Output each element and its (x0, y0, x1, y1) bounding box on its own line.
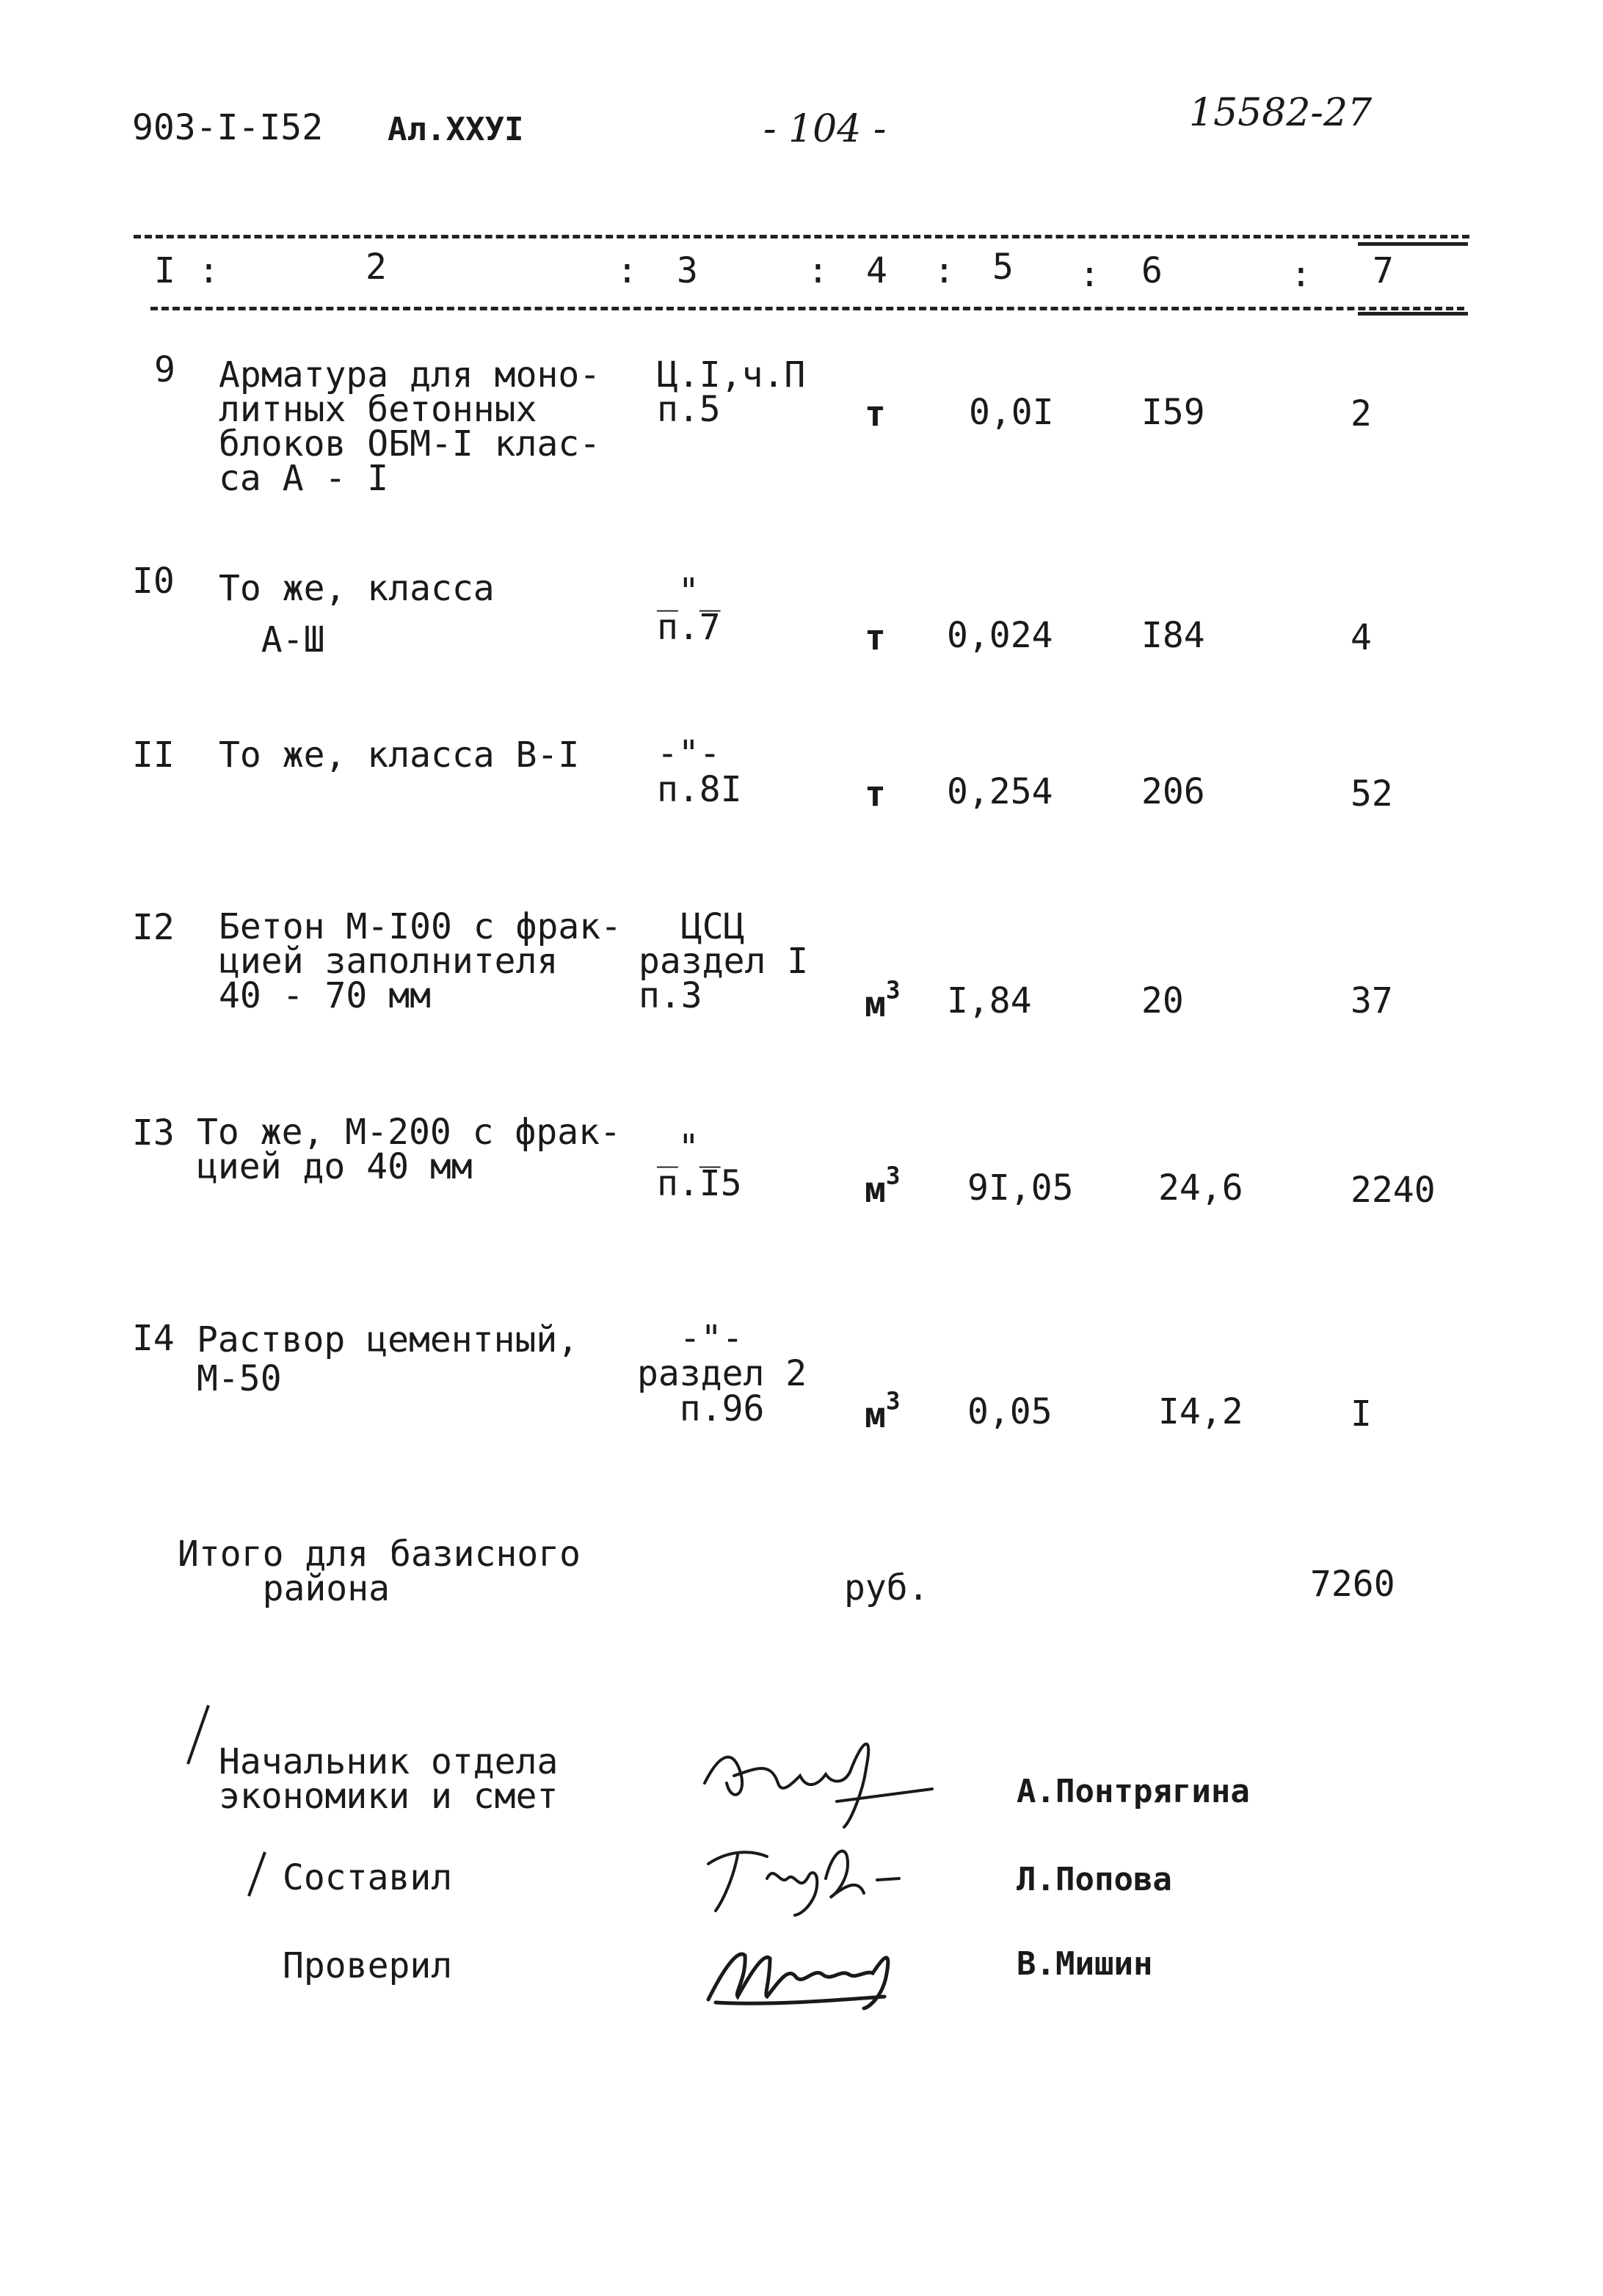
header-rule-bottom (150, 307, 1464, 310)
signatory-name: Л.Попова (1017, 1861, 1172, 1898)
quantity: I,84 (947, 980, 1032, 1021)
material-name: То же, класса А-Ш (219, 568, 495, 660)
signatory-title: Проверил (283, 1945, 453, 1986)
row-total: 2240 (1351, 1170, 1436, 1211)
header-rule-top (134, 235, 1469, 238)
col-header-6: 6 (1141, 250, 1163, 291)
price-reference: -"- раздел 2 п.96 (637, 1318, 807, 1429)
row-number: I3 (132, 1112, 175, 1154)
unit: т (865, 393, 886, 434)
summary-total: 7260 (1310, 1564, 1395, 1605)
album-number: Ал.XXУI (388, 111, 524, 148)
tick-mark (246, 1849, 268, 1900)
price-reference: _"_ п.I5 (657, 1127, 742, 1204)
col-separator: : (934, 250, 955, 291)
col-separator: : (1079, 254, 1100, 295)
inventory-number: 15582-27 (1189, 91, 1373, 135)
material-name: Бетон М-I00 с фрак- цией заполнителя 40 - 70 мм (219, 906, 622, 1017)
row-total: 52 (1351, 773, 1393, 814)
material-name: То же, класса В-I (219, 735, 580, 776)
signatory-name: А.Понтрягина (1017, 1773, 1250, 1810)
unit: т (865, 617, 886, 658)
quantity: 0,05 (967, 1391, 1053, 1432)
unit-price: I59 (1141, 392, 1205, 433)
col-header-7: 7 (1373, 250, 1394, 291)
summary-label: Итого для базисного района (178, 1534, 581, 1610)
row-number: I0 (132, 561, 175, 602)
signature-handwritten (694, 1926, 914, 2014)
price-reference: ЦСЦ раздел I п.3 (639, 906, 809, 1017)
row-total: 4 (1351, 617, 1372, 658)
row-number: 9 (154, 349, 175, 390)
unit-price: 206 (1141, 771, 1205, 812)
quantity: 0,254 (947, 771, 1053, 812)
unit-price: I4,2 (1158, 1391, 1243, 1432)
material-name: Арматура для моно- литных бетонных блоков ОБМ-I клас- са А - I (219, 354, 601, 500)
col-separator: : (807, 250, 829, 291)
unit: $м^3$ (865, 1162, 901, 1211)
col-header-4: 4 (866, 250, 887, 291)
price-reference: _"_ п.7 (657, 571, 721, 648)
unit: т (865, 773, 886, 814)
price-reference: Ц.I,ч.П п.5 (657, 354, 806, 431)
tick-mark (183, 1702, 213, 1768)
price-reference: -"- п.8I (657, 733, 742, 810)
col-header-5: 5 (992, 247, 1014, 288)
quantity: 0,0I (969, 392, 1054, 433)
col-header-3: 3 (677, 250, 698, 291)
quantity: 9I,05 (967, 1167, 1074, 1209)
col-separator: : (617, 250, 638, 291)
unit: $м^3$ (865, 976, 901, 1025)
row-total: 37 (1351, 980, 1393, 1021)
row-total: 2 (1351, 393, 1372, 434)
signatory-name: В.Мишин (1017, 1945, 1153, 1983)
unit-price: 24,6 (1158, 1167, 1243, 1209)
col-header-2: 2 (366, 247, 387, 288)
unit-price: 20 (1141, 980, 1184, 1021)
row-number: II (132, 735, 175, 776)
row-total: I (1351, 1393, 1372, 1435)
document-code: 903-I-I52 (132, 107, 324, 148)
material-name: Раствор цементный, М-50 (197, 1319, 579, 1399)
summary-unit: руб. (844, 1567, 929, 1608)
header-rule-accent (1358, 312, 1468, 316)
col-separator: : (198, 250, 219, 291)
signature-handwritten (697, 1732, 947, 1834)
unit-price: I84 (1141, 615, 1205, 656)
signatory-title: Начальник отдела экономики и смет (219, 1741, 559, 1818)
col-header-1: I (154, 250, 175, 291)
col-separator: : (1290, 254, 1312, 295)
row-number: I2 (132, 907, 175, 948)
quantity: 0,024 (947, 615, 1053, 656)
signatory-title: Составил (283, 1857, 453, 1898)
page-number: - 104 - (763, 107, 887, 151)
unit: $м^3$ (865, 1387, 901, 1436)
signature-handwritten (701, 1834, 921, 1923)
header-rule-accent (1358, 242, 1468, 246)
row-number: I4 (132, 1318, 175, 1359)
material-name: То же, М-200 с фрак- цией до 40 мм (197, 1112, 621, 1188)
